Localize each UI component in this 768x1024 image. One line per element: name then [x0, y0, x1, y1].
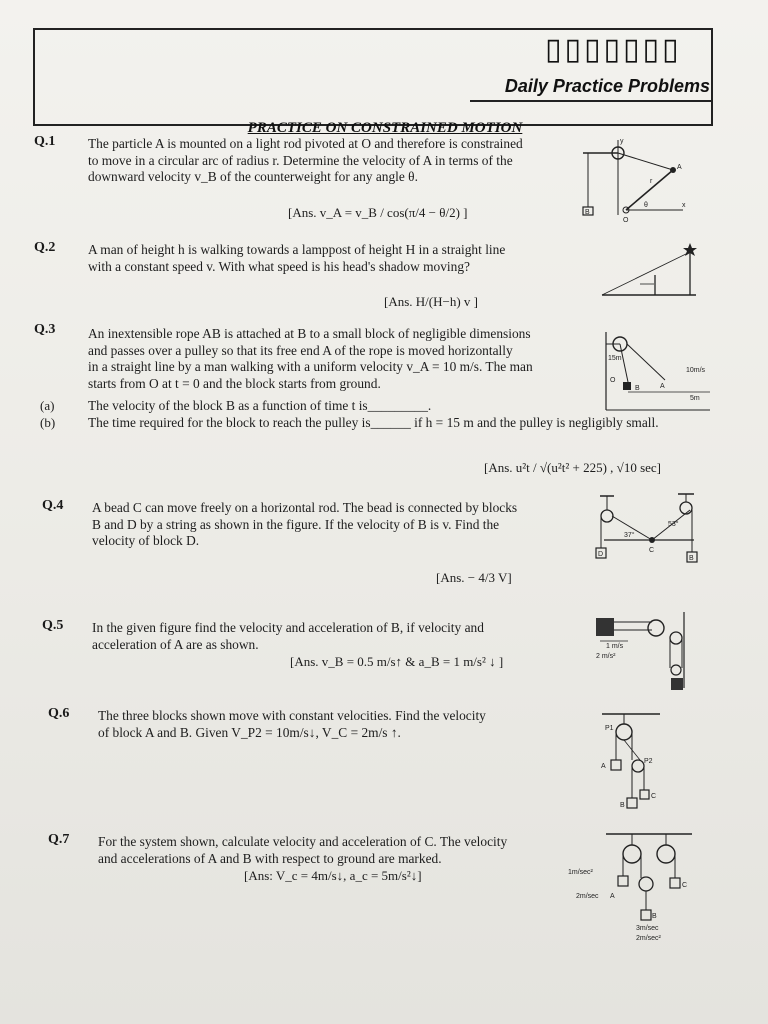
question-number: Q.3 [34, 322, 56, 337]
question-number: Q.6 [48, 706, 70, 721]
figure-label: C [682, 882, 688, 889]
figure-label: A [601, 763, 606, 770]
question-7-text [98, 834, 578, 867]
question-number: Q.1 [34, 134, 56, 149]
figure-label: 1 m/s [606, 643, 624, 650]
figure-label: O [610, 377, 616, 384]
figure-q6 [596, 708, 666, 814]
figure-q4 [590, 490, 702, 568]
question-3-text [88, 326, 568, 392]
question-number: Q.2 [34, 240, 56, 255]
question-line: A bead C can move freely on a horizontal rod. The bead is connected by blocks [92, 500, 518, 515]
figure-label: 37° [624, 532, 635, 539]
figure-label: y [620, 138, 624, 145]
question-3-part-a [88, 398, 568, 415]
question-line: of block A and B. Given V_P2 = 10m/s↓, V_C = 2m/s ↑. [98, 724, 401, 740]
figure-q2 [600, 240, 700, 300]
figure-label: 2 m/s² [596, 653, 616, 660]
figure-label: B [689, 555, 694, 562]
figure-label: A [660, 383, 665, 390]
figure-label: 2m/sec² [636, 935, 661, 942]
question-line: For the system shown, calculate velocity and acceleration of C. The velocity [98, 834, 508, 849]
question-2-text [88, 242, 568, 275]
answer-q1: [Ans. v_A = v_B / cos(π/4 − θ/2) ] [288, 205, 468, 220]
figure-label: 15m [608, 355, 622, 362]
figure-label: D [598, 551, 604, 558]
figure-label: 1m/sec² [568, 869, 593, 876]
figure-label: 5m [690, 395, 700, 402]
question-line: velocity of block D. [92, 533, 200, 548]
figure-label: B [652, 913, 657, 920]
question-line: with a constant speed v. With what speed is his head's shadow moving? [88, 258, 470, 274]
figure-label: 53° [668, 521, 679, 528]
question-line: downward velocity v_B of the counterweight for any angle θ. [88, 169, 418, 184]
question-line: The three blocks shown move with constant velocities. Find the velocity [98, 708, 486, 723]
answer-q4: [Ans. − 4/3 V] [436, 570, 512, 585]
figure-label: B [585, 209, 590, 216]
figure-q7 [566, 828, 696, 944]
question-line: The velocity of the block B as a function of time t is_________. [88, 398, 432, 413]
figure-q1 [578, 135, 688, 225]
figure-label: C [649, 547, 655, 554]
brand-logo: ▯▯▯▯▯▯▯ [545, 33, 682, 66]
figure-label: O [623, 217, 629, 224]
figure-q5 [594, 608, 698, 694]
figure-q3 [600, 330, 712, 412]
sub-label-a: (a) [40, 398, 55, 413]
answer-q5: [Ans. v_B = 0.5 m/s↑ & a_B = 1 m/s² ↓ ] [290, 654, 504, 669]
question-line: An inextensible rope AB is attached at B to a small block of negligible dimensions [88, 326, 531, 341]
answer-q3: [Ans. u²t / √(u²t² + 225) , √10 sec] [484, 460, 661, 475]
figure-label: B [620, 802, 625, 809]
question-line: B and D by a string as shown in the figure. If the velocity of B is v. Find the [92, 516, 500, 532]
figure-label: C [651, 793, 657, 800]
question-line: starts from O at t = 0 and the block starts from ground. [88, 375, 381, 391]
question-number: Q.5 [42, 618, 64, 633]
question-line: in a straight line by a man walking with a uniform velocity v_A = 10 m/s. The man [88, 359, 533, 374]
series-title: Daily Practice Problems [504, 76, 710, 96]
figure-label: 3m/sec [636, 925, 659, 932]
figure-label: r [650, 178, 653, 185]
figure-label: θ [644, 202, 648, 209]
answer-q7: [Ans: V_c = 4m/s↓, a_c = 5m/s²↓] [244, 868, 422, 883]
question-3-part-b [88, 415, 718, 432]
question-line: In the given figure find the velocity and acceleration of B, if velocity and [92, 620, 484, 635]
question-line: The particle A is mounted on a light rod pivoted at O and therefore is constrained [88, 136, 523, 151]
figure-label: B [635, 385, 640, 392]
figure-label: P1 [605, 725, 614, 732]
figure-label: 2m/sec [576, 893, 599, 900]
figure-label: 10m/s [686, 367, 706, 374]
figure-label: P2 [644, 758, 653, 765]
figure-label: A [610, 893, 615, 900]
question-number: Q.4 [42, 498, 64, 513]
question-line: A man of height h is walking towards a lamppost of height H in a straight line [88, 242, 506, 257]
question-1-text [88, 136, 568, 186]
question-5-text [92, 620, 572, 653]
figure-label: A [677, 164, 682, 171]
question-number: Q.7 [48, 832, 70, 847]
question-4-text [92, 500, 572, 550]
question-line: to move in a circular arc of radius r. Determine the velocity of A in terms of the [88, 152, 513, 168]
question-line: acceleration of A are as shown. [92, 636, 259, 652]
header-mid-rule [470, 100, 713, 102]
sub-label-b: (b) [40, 415, 56, 430]
question-line: and accelerations of A and B with respect to ground are marked. [98, 850, 442, 866]
question-6-text [98, 708, 578, 741]
question-line: The time required for the block to reach the pulley is______ if h = 15 m and the pulley is negligibly small. [88, 415, 659, 430]
sheet-title: PRACTICE ON CONSTRAINED MOTION [247, 120, 523, 136]
question-line: and passes over a pulley so that its free end A of the rope is moved horizontally [88, 342, 513, 358]
figure-label: x [682, 202, 686, 209]
answer-q2: [Ans. H/(H−h) v ] [384, 294, 478, 309]
